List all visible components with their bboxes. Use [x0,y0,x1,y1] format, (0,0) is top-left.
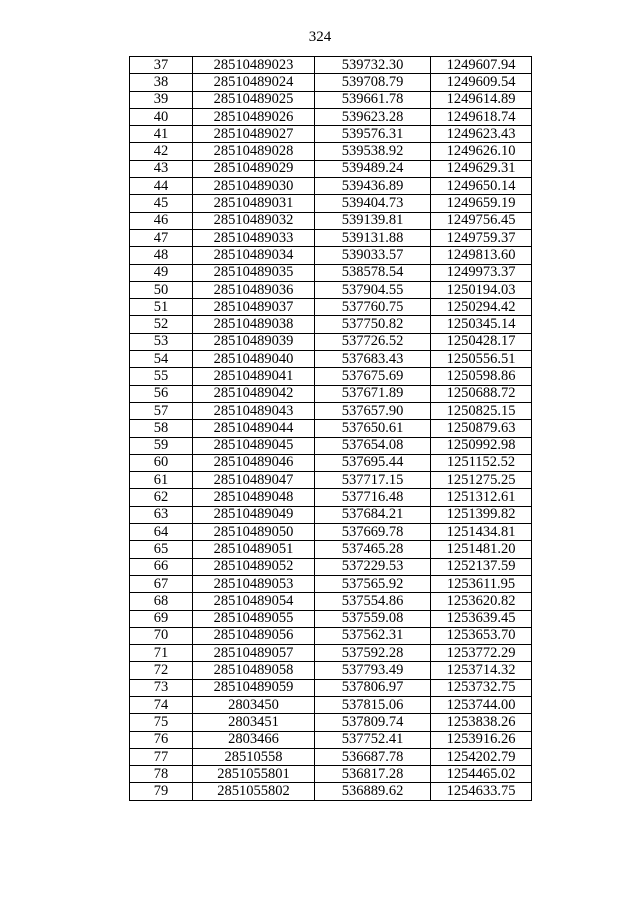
y-coordinate-cell: 1249629.31 [431,160,532,177]
point-id-cell: 28510489059 [193,679,315,696]
x-coordinate-cell: 537562.31 [315,627,431,644]
table-row [130,766,532,783]
row-number-cell: 60 [130,454,193,471]
x-coordinate-cell: 539139.81 [315,212,431,229]
y-coordinate-cell: 1250556.51 [431,351,532,368]
row-number-cell: 49 [130,264,193,281]
y-coordinate-cell: 1249759.37 [431,229,532,246]
point-id-cell: 28510489028 [193,143,315,160]
row-number-cell: 44 [130,178,193,195]
point-id-cell: 2803450 [193,696,315,713]
x-coordinate-cell: 537592.28 [315,645,431,662]
table-row [130,333,532,350]
table-row [130,662,532,679]
x-coordinate-cell: 539436.89 [315,178,431,195]
row-number-cell: 79 [130,783,193,800]
table-row [130,57,532,74]
x-coordinate-cell: 536687.78 [315,748,431,765]
x-coordinate-cell: 539404.73 [315,195,431,212]
point-id-cell: 28510489024 [193,74,315,91]
table-row [130,385,532,402]
point-id-cell: 28510489037 [193,299,315,316]
row-number-cell: 45 [130,195,193,212]
point-id-cell: 28510489050 [193,524,315,541]
x-coordinate-cell: 537650.61 [315,420,431,437]
table-row [130,489,532,506]
table-row [130,351,532,368]
y-coordinate-cell: 1253620.82 [431,593,532,610]
x-coordinate-cell: 537465.28 [315,541,431,558]
x-coordinate-cell: 537904.55 [315,281,431,298]
row-number-cell: 58 [130,420,193,437]
y-coordinate-cell: 1251152.52 [431,454,532,471]
point-id-cell: 28510489026 [193,108,315,125]
y-coordinate-cell: 1250294.42 [431,299,532,316]
y-coordinate-cell: 1253639.45 [431,610,532,627]
y-coordinate-cell: 1253772.29 [431,645,532,662]
point-id-cell: 28510489049 [193,506,315,523]
y-coordinate-cell: 1249614.89 [431,91,532,108]
point-id-cell: 2803466 [193,731,315,748]
table-row [130,731,532,748]
row-number-cell: 50 [130,281,193,298]
row-number-cell: 69 [130,610,193,627]
row-number-cell: 41 [130,126,193,143]
x-coordinate-cell: 539623.28 [315,108,431,125]
y-coordinate-cell: 1249609.54 [431,74,532,91]
coordinates-table [129,56,532,801]
point-id-cell: 28510489038 [193,316,315,333]
row-number-cell: 43 [130,160,193,177]
table-row [130,264,532,281]
point-id-cell: 28510489046 [193,454,315,471]
y-coordinate-cell: 1254465.02 [431,766,532,783]
x-coordinate-cell: 536817.28 [315,766,431,783]
point-id-cell: 28510489042 [193,385,315,402]
row-number-cell: 63 [130,506,193,523]
row-number-cell: 56 [130,385,193,402]
table-row [130,229,532,246]
table-row [130,679,532,696]
y-coordinate-cell: 1249623.43 [431,126,532,143]
table-row [130,506,532,523]
row-number-cell: 76 [130,731,193,748]
table-row [130,143,532,160]
table-row [130,627,532,644]
point-id-cell: 28510489044 [193,420,315,437]
point-id-cell: 28510558 [193,748,315,765]
y-coordinate-cell: 1249650.14 [431,178,532,195]
table-row [130,748,532,765]
row-number-cell: 70 [130,627,193,644]
x-coordinate-cell: 537559.08 [315,610,431,627]
table-row [130,74,532,91]
point-id-cell: 28510489027 [193,126,315,143]
y-coordinate-cell: 1249813.60 [431,247,532,264]
x-coordinate-cell: 537671.89 [315,385,431,402]
table-row [130,472,532,489]
x-coordinate-cell: 539661.78 [315,91,431,108]
table-row [130,91,532,108]
row-number-cell: 66 [130,558,193,575]
table-row [130,212,532,229]
table-row [130,610,532,627]
table-row [130,247,532,264]
row-number-cell: 75 [130,714,193,731]
point-id-cell: 28510489032 [193,212,315,229]
x-coordinate-cell: 537806.97 [315,679,431,696]
x-coordinate-cell: 539489.24 [315,160,431,177]
y-coordinate-cell: 1249756.45 [431,212,532,229]
y-coordinate-cell: 1249659.19 [431,195,532,212]
point-id-cell: 28510489047 [193,472,315,489]
point-id-cell: 28510489023 [193,57,315,74]
point-id-cell: 28510489025 [193,91,315,108]
table-row [130,281,532,298]
point-id-cell: 28510489058 [193,662,315,679]
point-id-cell: 28510489045 [193,437,315,454]
y-coordinate-cell: 1251312.61 [431,489,532,506]
row-number-cell: 62 [130,489,193,506]
point-id-cell: 28510489040 [193,351,315,368]
row-number-cell: 48 [130,247,193,264]
x-coordinate-cell: 537695.44 [315,454,431,471]
y-coordinate-cell: 1254202.79 [431,748,532,765]
x-coordinate-cell: 539576.31 [315,126,431,143]
row-number-cell: 67 [130,575,193,592]
point-id-cell: 2803451 [193,714,315,731]
y-coordinate-cell: 1253653.70 [431,627,532,644]
table-row [130,368,532,385]
point-id-cell: 28510489056 [193,627,315,644]
point-id-cell: 28510489051 [193,541,315,558]
table-row [130,696,532,713]
y-coordinate-cell: 1253732.75 [431,679,532,696]
x-coordinate-cell: 537750.82 [315,316,431,333]
row-number-cell: 61 [130,472,193,489]
x-coordinate-cell: 537815.06 [315,696,431,713]
x-coordinate-cell: 539732.30 [315,57,431,74]
row-number-cell: 74 [130,696,193,713]
table-row [130,178,532,195]
y-coordinate-cell: 1253744.00 [431,696,532,713]
y-coordinate-cell: 1250598.86 [431,368,532,385]
point-id-cell: 28510489029 [193,160,315,177]
x-coordinate-cell: 537554.86 [315,593,431,610]
row-number-cell: 38 [130,74,193,91]
point-id-cell: 28510489035 [193,264,315,281]
row-number-cell: 65 [130,541,193,558]
x-coordinate-cell: 539033.57 [315,247,431,264]
x-coordinate-cell: 537726.52 [315,333,431,350]
table-row [130,195,532,212]
point-id-cell: 28510489039 [193,333,315,350]
y-coordinate-cell: 1250345.14 [431,316,532,333]
row-number-cell: 57 [130,402,193,419]
x-coordinate-cell: 539708.79 [315,74,431,91]
table-row [130,299,532,316]
x-coordinate-cell: 537809.74 [315,714,431,731]
row-number-cell: 52 [130,316,193,333]
row-number-cell: 72 [130,662,193,679]
x-coordinate-cell: 536889.62 [315,783,431,800]
point-id-cell: 28510489052 [193,558,315,575]
row-number-cell: 59 [130,437,193,454]
y-coordinate-cell: 1252137.59 [431,558,532,575]
row-number-cell: 78 [130,766,193,783]
y-coordinate-cell: 1250825.15 [431,402,532,419]
y-coordinate-cell: 1250879.63 [431,420,532,437]
point-id-cell: 28510489048 [193,489,315,506]
y-coordinate-cell: 1249973.37 [431,264,532,281]
y-coordinate-cell: 1249618.74 [431,108,532,125]
y-coordinate-cell: 1251399.82 [431,506,532,523]
row-number-cell: 68 [130,593,193,610]
table-row [130,437,532,454]
row-number-cell: 77 [130,748,193,765]
table-row [130,160,532,177]
table-row [130,108,532,125]
x-coordinate-cell: 537760.75 [315,299,431,316]
x-coordinate-cell: 539538.92 [315,143,431,160]
y-coordinate-cell: 1250688.72 [431,385,532,402]
row-number-cell: 47 [130,229,193,246]
x-coordinate-cell: 537669.78 [315,524,431,541]
table-row [130,402,532,419]
point-id-cell: 28510489041 [193,368,315,385]
y-coordinate-cell: 1249626.10 [431,143,532,160]
point-id-cell: 28510489036 [193,281,315,298]
row-number-cell: 54 [130,351,193,368]
coordinates-table-body [130,57,532,801]
x-coordinate-cell: 537675.69 [315,368,431,385]
y-coordinate-cell: 1253916.26 [431,731,532,748]
y-coordinate-cell: 1249607.94 [431,57,532,74]
y-coordinate-cell: 1253611.95 [431,575,532,592]
point-id-cell: 2851055801 [193,766,315,783]
row-number-cell: 42 [130,143,193,160]
point-id-cell: 28510489054 [193,593,315,610]
row-number-cell: 64 [130,524,193,541]
x-coordinate-cell: 539131.88 [315,229,431,246]
table-row [130,783,532,800]
page-number: 324 [308,29,332,45]
x-coordinate-cell: 537716.48 [315,489,431,506]
y-coordinate-cell: 1250428.17 [431,333,532,350]
row-number-cell: 55 [130,368,193,385]
point-id-cell: 28510489034 [193,247,315,264]
y-coordinate-cell: 1253838.26 [431,714,532,731]
table-row [130,316,532,333]
table-row [130,524,532,541]
x-coordinate-cell: 537684.21 [315,506,431,523]
point-id-cell: 28510489057 [193,645,315,662]
row-number-cell: 40 [130,108,193,125]
point-id-cell: 28510489055 [193,610,315,627]
point-id-cell: 28510489033 [193,229,315,246]
point-id-cell: 28510489031 [193,195,315,212]
row-number-cell: 46 [130,212,193,229]
table-row [130,420,532,437]
table-row [130,454,532,471]
table-row [130,575,532,592]
y-coordinate-cell: 1250992.98 [431,437,532,454]
point-id-cell: 2851055802 [193,783,315,800]
y-coordinate-cell: 1254633.75 [431,783,532,800]
y-coordinate-cell: 1251275.25 [431,472,532,489]
row-number-cell: 73 [130,679,193,696]
x-coordinate-cell: 538578.54 [315,264,431,281]
row-number-cell: 53 [130,333,193,350]
y-coordinate-cell: 1251434.81 [431,524,532,541]
table-row [130,126,532,143]
y-coordinate-cell: 1253714.32 [431,662,532,679]
row-number-cell: 51 [130,299,193,316]
y-coordinate-cell: 1251481.20 [431,541,532,558]
x-coordinate-cell: 537657.90 [315,402,431,419]
table-row [130,541,532,558]
x-coordinate-cell: 537683.43 [315,351,431,368]
x-coordinate-cell: 537793.49 [315,662,431,679]
point-id-cell: 28510489043 [193,402,315,419]
table-row [130,645,532,662]
x-coordinate-cell: 537717.15 [315,472,431,489]
x-coordinate-cell: 537654.08 [315,437,431,454]
row-number-cell: 71 [130,645,193,662]
row-number-cell: 37 [130,57,193,74]
row-number-cell: 39 [130,91,193,108]
x-coordinate-cell: 537229.53 [315,558,431,575]
y-coordinate-cell: 1250194.03 [431,281,532,298]
table-row [130,558,532,575]
table-row [130,714,532,731]
x-coordinate-cell: 537565.92 [315,575,431,592]
x-coordinate-cell: 537752.41 [315,731,431,748]
point-id-cell: 28510489030 [193,178,315,195]
table-row [130,593,532,610]
point-id-cell: 28510489053 [193,575,315,592]
